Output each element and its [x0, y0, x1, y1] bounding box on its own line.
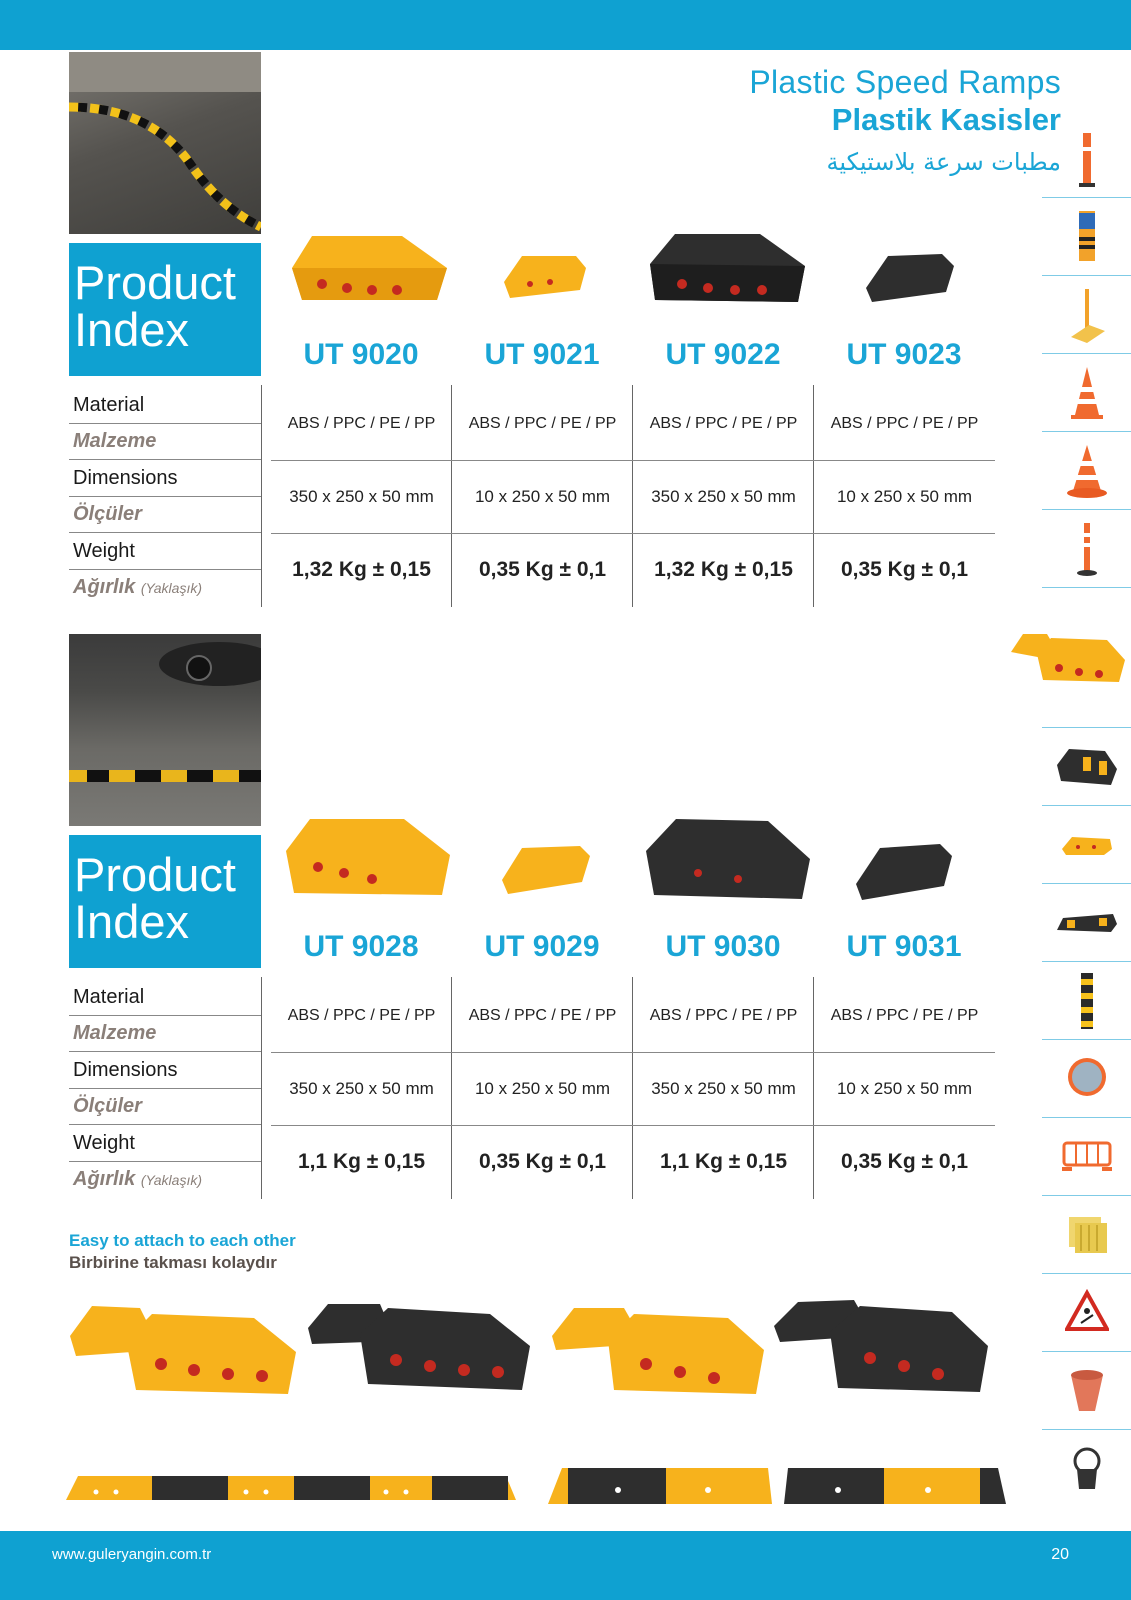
page-number: 20: [1051, 1546, 1069, 1563]
footer-bar: [0, 1531, 1131, 1600]
convex-mirror-icon: [1065, 1049, 1109, 1109]
sidebar-item[interactable]: [1042, 806, 1131, 884]
material-cell: ABS / PPC / PE / PP: [468, 1007, 617, 1024]
ramp-ut9029-image: [498, 840, 593, 900]
attached-yellow-ramp-image: [548, 1302, 768, 1420]
weight-cell: 1,32 Kg ± 0,15: [292, 558, 431, 581]
ramp-ut9022-image: [640, 228, 810, 310]
material-cell: ABS / PPC / PE / PP: [468, 415, 617, 432]
weight-cell: 1,32 Kg ± 0,15: [654, 558, 793, 581]
dimensions-cell: 10 x 250 x 50 mm: [474, 1079, 611, 1098]
garage-ramp-photo: [69, 52, 261, 234]
attach-note-turkish: Birbirine takması kolaydır: [69, 1253, 277, 1272]
alternating-ramp-strip-image: [66, 1470, 516, 1506]
product-code: UT 9029: [484, 930, 600, 963]
cone-cap-icon: [1065, 1361, 1109, 1421]
sidebar-item[interactable]: [1042, 120, 1131, 198]
sidebar-item[interactable]: [1042, 1274, 1131, 1352]
ramp-ut9031-image: [852, 838, 956, 906]
material-label-tr: Malzeme: [69, 424, 261, 460]
website-link[interactable]: www.guleryangin.com.tr: [52, 1546, 212, 1563]
sidebar-item[interactable]: [1042, 1430, 1131, 1508]
material-label: Material: [69, 388, 261, 424]
dimensions-cell: 10 x 250 x 50 mm: [474, 487, 611, 506]
dimensions-cell: 350 x 250 x 50 mm: [289, 1079, 434, 1098]
large-cone-icon: [1065, 441, 1109, 501]
table-divider: [261, 977, 262, 1199]
sidebar-item[interactable]: [1042, 432, 1131, 510]
post-cap-icon: [1065, 1439, 1109, 1499]
dimensions-label-tr: Ölçüler: [69, 1089, 261, 1125]
weight-label-tr: Ağırlık (Yaklaşık): [73, 576, 203, 598]
sidebar-item[interactable]: [1042, 588, 1131, 728]
product-code: UT 9030: [665, 930, 781, 963]
weight-cell: 0,35 Kg ± 0,1: [478, 1150, 607, 1173]
title-arabic: مطبات سرعة بلاستيكية: [826, 148, 1061, 176]
parking-floor-photo: [69, 634, 261, 826]
material-label: Material: [69, 980, 261, 1016]
ramp-ut9023-image: [862, 248, 957, 308]
ramp-ut9021-image: [500, 248, 590, 304]
attach-note-english: Easy to attach to each other: [69, 1231, 296, 1250]
flexible-post-icon: [1065, 285, 1109, 345]
material-label-tr: Malzeme: [69, 1016, 261, 1052]
material-cell: ABS / PPC / PE / PP: [649, 1007, 798, 1024]
alternating-ramp-strip-image: [548, 1462, 1006, 1510]
dimensions-cell: 10 x 250 x 50 mm: [836, 1079, 973, 1098]
warning-post-icon: [1065, 207, 1109, 267]
dimensions-label-tr: Ölçüler: [69, 497, 261, 533]
parking-stop-icon: [1055, 908, 1119, 938]
attached-yellow-ramp-image: [66, 1300, 306, 1420]
category-sidebar: [1042, 120, 1131, 1500]
dimensions-label: Dimensions: [69, 461, 261, 497]
sidebar-item[interactable]: [1042, 1040, 1131, 1118]
material-cell: ABS / PPC / PE / PP: [287, 1007, 436, 1024]
ramp-ut9030-image: [638, 815, 814, 905]
end-cap-icon: [1060, 833, 1114, 857]
product-code: UT 9020: [303, 338, 419, 371]
sidebar-item[interactable]: [1042, 962, 1131, 1040]
sidebar-item[interactable]: [1042, 510, 1131, 588]
weight-cell: 0,35 Kg ± 0,1: [840, 1150, 969, 1173]
sidebar-item[interactable]: [1042, 728, 1131, 806]
rubber-ramp-icon: [1055, 745, 1119, 789]
traffic-cone-icon: [1065, 363, 1109, 423]
product-code: UT 9022: [665, 338, 781, 371]
product-code: UT 9028: [303, 930, 419, 963]
weight-cell: 1,1 Kg ± 0,15: [297, 1150, 426, 1173]
sidebar-item[interactable]: [1042, 1352, 1131, 1430]
product-code: UT 9023: [846, 338, 962, 371]
product-index-heading: Product Index: [69, 243, 261, 376]
dimensions-cell: 10 x 250 x 50 mm: [836, 487, 973, 506]
product-code: UT 9021: [484, 338, 600, 371]
table-divider: [261, 385, 262, 607]
dimensions-cell: 350 x 250 x 50 mm: [651, 1079, 796, 1098]
bollard-icon: [1065, 129, 1109, 189]
material-cell: ABS / PPC / PE / PP: [830, 415, 979, 432]
product-code: UT 9031: [846, 930, 962, 963]
weight-cell: 0,35 Kg ± 0,1: [840, 558, 969, 581]
road-work-sign-icon: [1065, 1283, 1109, 1343]
barrier-icon: [1060, 1137, 1114, 1177]
sidebar-item[interactable]: [1042, 276, 1131, 354]
ramp-ut9028-image: [278, 815, 454, 901]
delineator-icon: [1065, 519, 1109, 579]
sidebar-item[interactable]: [1042, 354, 1131, 432]
weight-label-tr: Ağırlık (Yaklaşık): [73, 1168, 203, 1190]
weight-cell: 1,1 Kg ± 0,15: [659, 1150, 788, 1173]
material-cell: ABS / PPC / PE / PP: [830, 1007, 979, 1024]
sidebar-item[interactable]: [1042, 1118, 1131, 1196]
top-banner: [0, 0, 1131, 50]
weight-cell: 0,35 Kg ± 0,1: [478, 558, 607, 581]
ramp-ut9020-image: [282, 228, 452, 308]
sidebar-item[interactable]: [1042, 198, 1131, 276]
material-cell: ABS / PPC / PE / PP: [649, 415, 798, 432]
title-turkish: Plastik Kasisler: [831, 102, 1061, 137]
weight-label: Weight: [69, 1126, 261, 1162]
sidebar-item[interactable]: [1042, 884, 1131, 962]
attached-black-ramp-image: [304, 1298, 536, 1416]
weight-label: Weight: [69, 534, 261, 570]
speed-ramp-icon: [1007, 628, 1127, 688]
material-cell: ABS / PPC / PE / PP: [287, 415, 436, 432]
dimensions-label: Dimensions: [69, 1053, 261, 1089]
product-index-heading: Product Index: [69, 835, 261, 968]
title-english: Plastic Speed Ramps: [749, 64, 1061, 100]
sidebar-item[interactable]: [1042, 1196, 1131, 1274]
tactile-tile-icon: [1063, 1215, 1111, 1255]
dimensions-cell: 350 x 250 x 50 mm: [289, 487, 434, 506]
attached-black-ramp-image: [770, 1296, 992, 1420]
dimensions-cell: 350 x 250 x 50 mm: [651, 487, 796, 506]
column-guard-icon: [1065, 971, 1109, 1031]
